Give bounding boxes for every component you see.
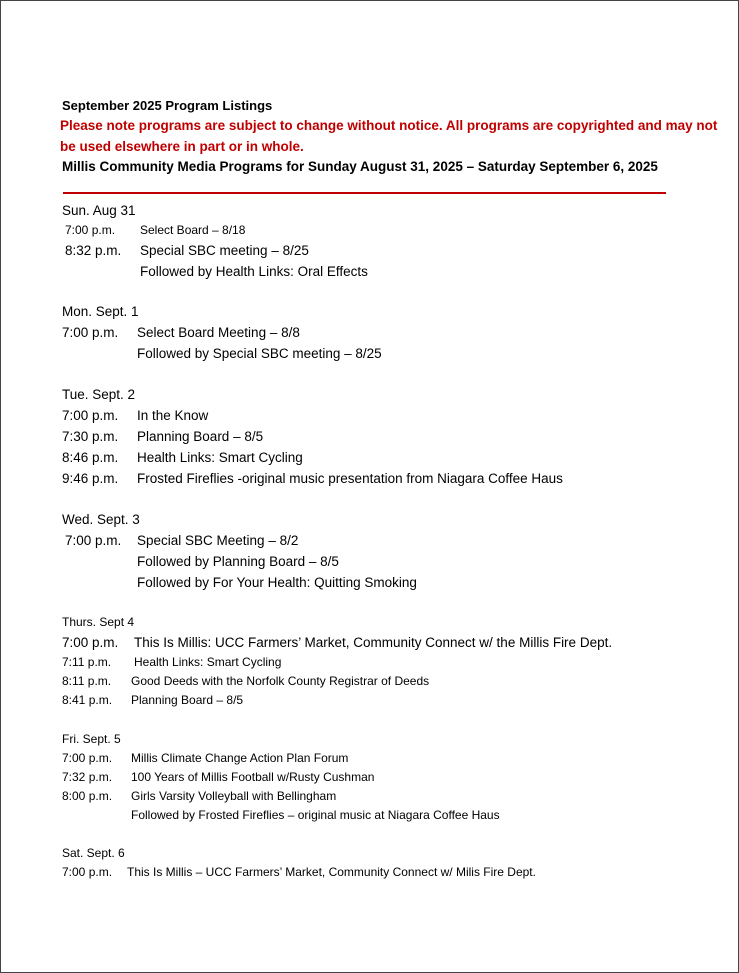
program-title: Health Links: Smart Cycling (134, 655, 282, 669)
schedule-row (62, 221, 368, 240)
schedule-row (62, 787, 500, 806)
schedule-row (62, 806, 500, 825)
schedule-row (62, 691, 612, 710)
schedule-row (62, 322, 382, 343)
day-label: Sun. Aug 31 (62, 203, 136, 218)
schedule-row (62, 468, 563, 489)
schedule-row (62, 240, 368, 261)
air-time (62, 806, 131, 825)
program-title: Girls Varsity Volleyball with Bellingham (131, 789, 337, 803)
schedule-row (62, 632, 612, 653)
day-block-sat (62, 844, 536, 882)
program-title: Millis Climate Change Action Plan Forum (131, 751, 349, 765)
program-title: Special SBC Meeting – 8/2 (137, 533, 299, 548)
listing-header (62, 97, 722, 177)
air-time (62, 343, 137, 364)
schedule-row (62, 426, 563, 447)
program-title: In the Know (137, 408, 209, 423)
schedule-row (62, 749, 500, 768)
copyright-notice: Please note programs are subject to change without notice. All programs are copyrighted and may not be used elsewhere in part or in whole. (60, 118, 718, 154)
air-time: 7:00 p.m. (62, 751, 113, 765)
air-time: 8:00 p.m. (62, 789, 113, 803)
schedule-row (62, 768, 500, 787)
program-title: Followed by For Your Health: Quitting Smoking (137, 575, 417, 590)
schedule-row (62, 551, 417, 572)
schedule-row (62, 447, 563, 468)
air-time: 7:00 p.m. (62, 408, 119, 423)
air-time: 8:32 p.m. (65, 243, 122, 258)
schedule-row (62, 343, 382, 364)
day-label: Fri. Sept. 5 (62, 732, 121, 746)
air-time (65, 551, 137, 572)
air-time (65, 572, 137, 593)
day-block-thu (62, 613, 612, 710)
schedule-subtitle: Millis Community Media Programs for Sunday August 31, 2025 – Saturday September 6, 2025 (62, 159, 658, 174)
air-time: 7:00 p.m. (62, 325, 119, 340)
schedule-row (62, 653, 612, 672)
air-time: 7:00 p.m. (65, 223, 116, 237)
air-time: 7:00 p.m. (62, 635, 119, 650)
air-time: 7:00 p.m. (62, 865, 113, 879)
air-time: 9:46 p.m. (62, 471, 119, 486)
program-title: 100 Years of Millis Football w/Rusty Cushman (131, 770, 375, 784)
program-title: Good Deeds with the Norfolk County Registrar of Deeds (131, 674, 430, 688)
day-block-sun (62, 200, 368, 282)
program-title: Special SBC meeting – 8/25 (140, 243, 309, 258)
day-label: Wed. Sept. 3 (62, 512, 140, 527)
air-time (65, 261, 140, 282)
day-block-wed (62, 509, 417, 593)
program-title: Frosted Fireflies -original music presentation from Niagara Coffee Haus (137, 471, 563, 486)
air-time: 7:30 p.m. (62, 429, 119, 444)
program-title: Followed by Frosted Fireflies – original music at Niagara Coffee Haus (131, 808, 500, 822)
air-time: 8:41 p.m. (62, 693, 113, 707)
day-block-mon (62, 301, 382, 364)
air-time: 8:46 p.m. (62, 450, 119, 465)
schedule-row (62, 530, 417, 551)
program-title: Planning Board – 8/5 (137, 429, 264, 444)
program-title: Select Board – 8/18 (140, 223, 246, 237)
program-title: Health Links: Smart Cycling (137, 450, 303, 465)
day-block-fri (62, 730, 500, 825)
schedule-row (62, 572, 417, 593)
header-divider (63, 192, 666, 194)
day-label: Sat. Sept. 6 (62, 846, 125, 860)
program-title: This Is Millis – UCC Farmers’ Market, Community Connect w/ Milis Fire Dept. (127, 865, 536, 879)
air-time: 8:11 p.m. (62, 674, 112, 688)
program-title: Select Board Meeting – 8/8 (137, 325, 300, 340)
air-time: 7:00 p.m. (65, 533, 122, 548)
program-title: Followed by Special SBC meeting – 8/25 (137, 346, 382, 361)
schedule-row (62, 405, 563, 426)
program-title: Followed by Planning Board – 8/5 (137, 554, 339, 569)
day-label: Mon. Sept. 1 (62, 304, 139, 319)
program-title: Planning Board – 8/5 (131, 693, 244, 707)
program-title: This Is Millis: UCC Farmers’ Market, Community Connect w/ the Millis Fire Dept. (134, 635, 613, 650)
schedule-row (62, 261, 368, 282)
day-block-tue (62, 384, 563, 489)
listing-title: September 2025 Program Listings (62, 98, 273, 113)
day-label: Tue. Sept. 2 (62, 387, 136, 402)
day-label: Thurs. Sept 4 (62, 615, 135, 629)
air-time: 7:32 p.m. (62, 770, 113, 784)
program-title: Followed by Health Links: Oral Effects (140, 264, 368, 279)
air-time: 7:11 p.m. (62, 655, 112, 669)
schedule-row (62, 863, 536, 882)
schedule-row (62, 672, 612, 691)
